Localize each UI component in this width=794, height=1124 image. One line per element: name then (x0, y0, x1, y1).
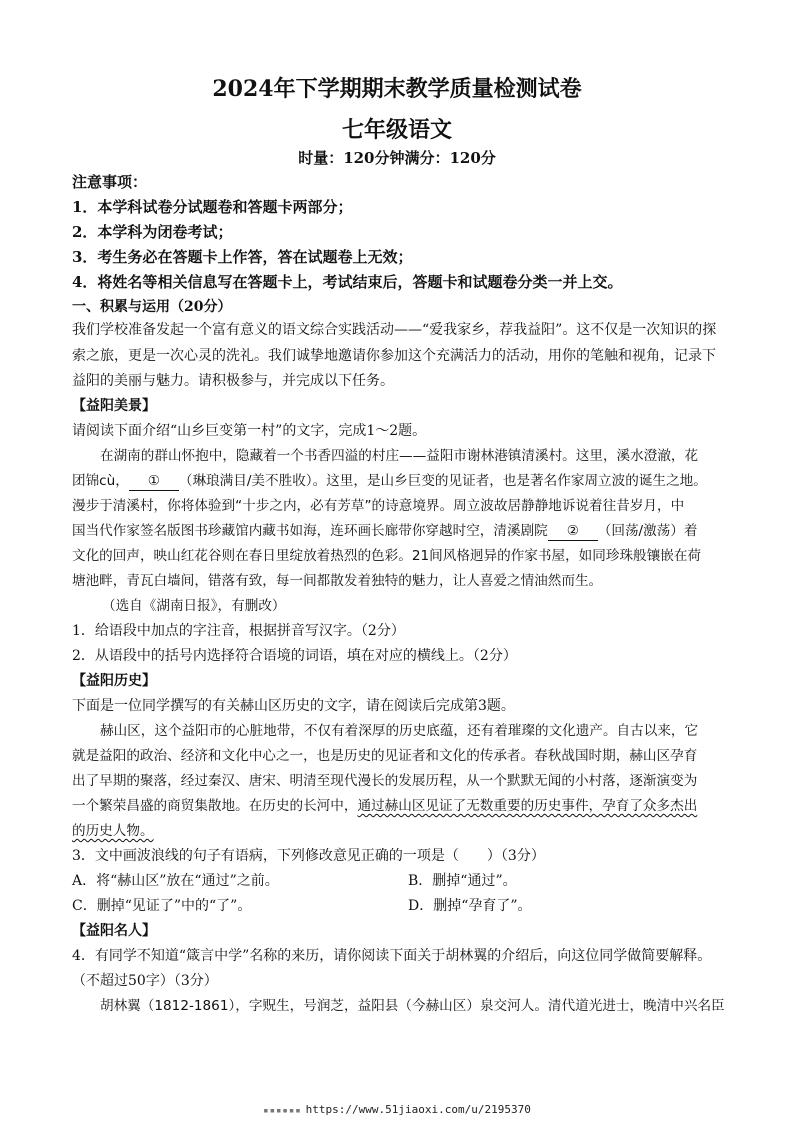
part1-paragraph-line: 塘池畔，青瓦白墙间，错落有致，每一间都散发着独特的魅力，让人喜爱之情油然而生。 (72, 573, 603, 589)
notice-item-2: 2．本学科为闭卷考试； (72, 223, 233, 241)
notice-heading: 注意事项： (72, 173, 148, 191)
option-a: A．将“赫山区”放在“通过”之前。 (72, 873, 279, 889)
notice-item-1: 1．本学科试卷分试题卷和答题卡两部分； (72, 198, 353, 216)
section1-intro-line: 索之旅，更是一次心灵的洗礼。我们诚挚地邀请你参加这个充满活力的活动，用你的笔触和视角，记录下 (72, 348, 716, 364)
question-1: 1．给语段中加点的字注音，根据拼音写汉字。（2分） (72, 623, 405, 639)
question-3: 3．文中画波浪线的句子有语病，下列修改意见正确的一项是（ ）（3分） (72, 848, 545, 864)
part1-heading: 【益阳美景】 (72, 398, 156, 414)
part1-text: （琳琅满目/美不胜收）。这里，是山乡巨变的见证者，也是著名作家周立波的诞生之地。 (178, 473, 707, 489)
part1-source: （选自《湖南日报》，有删改） (102, 598, 286, 614)
option-b: B．删掉“通过”。 (408, 873, 517, 889)
question-3-options-row (72, 871, 724, 891)
part2-heading: 【益阳历史】 (72, 673, 156, 689)
answer-blank-2: ② (548, 523, 598, 541)
part2-text: 一个繁荣昌盛的商贸集散地。在历史的长河中， (72, 798, 358, 814)
part2-paragraph-line: 就是益阳的政治、经济和文化中心之一，也是历史的见证者和文化的传承者。春秋战国时期，赫山区孕育 (72, 748, 698, 764)
part1-paragraph-line: 漫步于清溪村，你将体验到“十步之内，必有芳草”的诗意境界。周立波故居静静地诉说着往昔岁月，中 (72, 498, 685, 514)
wavy-sentence: 的历史人物。 (72, 823, 154, 839)
section1-intro-line: 益阳的美丽与魅力。请积极参与，并完成以下任务。 (72, 373, 394, 389)
question-4: 4．有同学不知道“箴言中学”名称的来历，请你阅读下面关于胡林翼的介绍后，向这位同学做简要解释。 (72, 948, 712, 964)
option-c: C．删掉“见证了”中的“了”。 (72, 898, 252, 914)
footer-url[interactable]: https://www.51jiaoxi.com/u/2195370 (305, 1103, 531, 1116)
question-4-continued: （不超过50字）（3分） (72, 973, 218, 989)
part3-heading: 【益阳名人】 (72, 923, 156, 939)
answer-blank-1: ① (129, 473, 179, 491)
part1-text: （回荡/激荡）着 (597, 523, 698, 539)
part1-paragraph-line (72, 471, 724, 491)
part2-instruction: 下面是一位同学撰写的有关赫山区历史的文字，请在阅读后完成第3题。 (72, 698, 515, 714)
part1-instruction: 请阅读下面介绍“山乡巨变第一村”的文字，完成1～2题。 (72, 423, 427, 439)
part2-paragraph-line: 赫山区，这个益阳市的心脏地带，不仅有着深厚的历史底蕴，还有着璀璨的文化遗产。自古以来，它 (100, 723, 699, 739)
footer-dots: ▪▪▪▪▪▪ (263, 1106, 302, 1116)
section1-heading: 一、积累与运用（20分） (72, 299, 232, 315)
question-3-options-row (72, 896, 724, 916)
part1-text: 国当代作家签名版图书珍藏馆内藏书如海，连环画长廊带你穿越时空，清溪剧院 (72, 523, 548, 539)
section1-intro-line: 我们学校准备发起一个富有意义的语文综合实践活动——“爱我家乡，荐我益阳”。这不仅是一次知识的探 (72, 322, 717, 338)
part1-paragraph-line: 文化的回声，映山红花谷则在春日里绽放着热烈的色彩。21间风格迥异的作家书屋，如同珍珠般镶嵌在荷 (72, 548, 702, 564)
question-2: 2．从语段中的括号内选择符合语境的词语，填在对应的横线上。（2分） (72, 648, 517, 664)
option-d: D．删掉“孕育了”。 (408, 898, 532, 914)
exam-title: 2024年下学期期末教学质量检测试卷 (212, 76, 582, 102)
part3-paragraph-line: 胡林翼（1812-1861），字贶生，号润芝，益阳县（今赫山区）泉交河人。清代道光进士，晚清中兴名臣 (100, 998, 725, 1014)
exam-subject: 七年级语文 (341, 117, 452, 143)
wavy-sentence: 通过赫山区见证了无数重要的历史事件，孕育了众多杰出 (357, 798, 698, 814)
page-footer (0, 1103, 794, 1116)
part2-paragraph-line (72, 821, 724, 841)
notice-item-3: 3．考生务必在答题卡上作答，答在试题卷上无效； (72, 248, 413, 266)
part1-paragraph-line: 在湖南的群山怀抱中，隐藏着一个书香四溢的村庄——益阳市谢林港镇清溪村。这里，溪水澄澈，花 (100, 448, 699, 464)
part1-text: 团锦cù， (72, 473, 129, 489)
exam-time-info: 时量：120分钟满分：120分 (298, 149, 496, 167)
part2-paragraph-line: 出了早期的聚落，经过秦汉、唐宋、明清至现代漫长的发展历程，从一个默默无闻的小村落，逐渐演变为 (72, 773, 698, 789)
notice-item-4: 4．将姓名等相关信息写在答题卡上，考试结束后，答题卡和试题卷分类一并上交。 (72, 273, 623, 291)
part1-paragraph-line (72, 521, 724, 541)
part2-paragraph-line (72, 796, 724, 816)
